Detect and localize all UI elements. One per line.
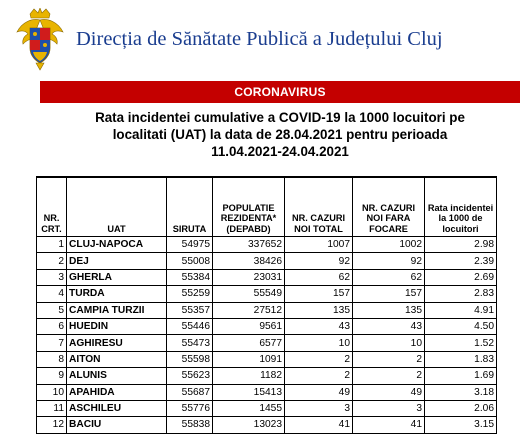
- cell-uat: CAMPIA TURZII: [67, 302, 167, 318]
- table-row: [37, 318, 497, 334]
- table-body: [37, 237, 497, 434]
- title-line: Rata incidentei cumulative a COVID-19 la 1000 locuitori pe: [95, 110, 465, 125]
- cell-siruta: 55623: [167, 368, 213, 384]
- cell-cazuri-total: 2: [285, 368, 353, 384]
- cell-rata-incidentei: 4.50: [425, 318, 497, 334]
- cell-nr-crt: 6: [37, 318, 67, 334]
- table-row: [37, 417, 497, 433]
- cell-cazuri-fara-focare: 135: [353, 302, 425, 318]
- title-line: localitati (UAT) la data de 28.04.2021 pentru perioada: [112, 127, 448, 142]
- cell-populatie: 15413: [213, 384, 285, 400]
- document-title: [40, 109, 520, 160]
- cell-rata-incidentei: 2.83: [425, 286, 497, 302]
- cell-siruta: 55598: [167, 351, 213, 367]
- cell-cazuri-fara-focare: 1002: [353, 237, 425, 253]
- cell-siruta: 55384: [167, 269, 213, 285]
- cell-populatie: 38426: [213, 253, 285, 269]
- column-header-populatie: POPULATIE REZIDENTA* (DEPABD): [213, 177, 285, 237]
- column-header-nr-crt: NR. CRT.: [37, 177, 67, 237]
- cell-rata-incidentei: 1.52: [425, 335, 497, 351]
- cell-nr-crt: 7: [37, 335, 67, 351]
- cell-siruta: 55446: [167, 318, 213, 334]
- cell-cazuri-total: 43: [285, 318, 353, 334]
- cell-siruta: 55473: [167, 335, 213, 351]
- cell-cazuri-total: 10: [285, 335, 353, 351]
- cell-populatie: 55549: [213, 286, 285, 302]
- cell-uat: CLUJ-NAPOCA: [67, 237, 167, 253]
- cell-cazuri-total: 41: [285, 417, 353, 433]
- cell-populatie: 23031: [213, 269, 285, 285]
- column-header-rata-incidentei: Rata incidentei la 1000 de locuitori: [425, 177, 497, 237]
- cell-rata-incidentei: 2.06: [425, 400, 497, 416]
- cell-cazuri-fara-focare: 41: [353, 417, 425, 433]
- cell-rata-incidentei: 3.15: [425, 417, 497, 433]
- cell-populatie: 1455: [213, 400, 285, 416]
- cell-uat: TURDA: [67, 286, 167, 302]
- cell-cazuri-total: 49: [285, 384, 353, 400]
- organization-title: Direcția de Sănătate Publică a Județului Cluj: [76, 28, 443, 50]
- cell-nr-crt: 10: [37, 384, 67, 400]
- cell-cazuri-fara-focare: 2: [353, 351, 425, 367]
- cell-nr-crt: 8: [37, 351, 67, 367]
- cell-siruta: 55687: [167, 384, 213, 400]
- coronavirus-banner: CORONAVIRUS: [40, 81, 520, 103]
- table-row: [37, 302, 497, 318]
- incidence-table-container: [36, 176, 498, 434]
- cell-uat: ALUNIS: [67, 368, 167, 384]
- table-row: [37, 237, 497, 253]
- cell-cazuri-fara-focare: 49: [353, 384, 425, 400]
- cell-nr-crt: 5: [37, 302, 67, 318]
- cell-nr-crt: 12: [37, 417, 67, 433]
- cell-populatie: 9561: [213, 318, 285, 334]
- cell-siruta: 55008: [167, 253, 213, 269]
- cell-populatie: 337652: [213, 237, 285, 253]
- cell-uat: HUEDIN: [67, 318, 167, 334]
- cell-cazuri-fara-focare: 62: [353, 269, 425, 285]
- cell-populatie: 27512: [213, 302, 285, 318]
- table-row: [37, 351, 497, 367]
- table-row: [37, 335, 497, 351]
- column-header-cazuri-total: NR. CAZURI NOI TOTAL: [285, 177, 353, 237]
- cell-cazuri-fara-focare: 3: [353, 400, 425, 416]
- cell-siruta: 55776: [167, 400, 213, 416]
- cell-uat: APAHIDA: [67, 384, 167, 400]
- cell-nr-crt: 3: [37, 269, 67, 285]
- column-header-cazuri-fara-focare: NR. CAZURI NOI FARA FOCARE: [353, 177, 425, 237]
- table-row: [37, 368, 497, 384]
- cell-nr-crt: 1: [37, 237, 67, 253]
- table-row: [37, 269, 497, 285]
- cell-populatie: 1091: [213, 351, 285, 367]
- cell-nr-crt: 9: [37, 368, 67, 384]
- cell-rata-incidentei: 2.69: [425, 269, 497, 285]
- cell-siruta: 55838: [167, 417, 213, 433]
- cell-rata-incidentei: 1.83: [425, 351, 497, 367]
- incidence-table: [36, 176, 497, 434]
- cell-uat: DEJ: [67, 253, 167, 269]
- cell-populatie: 1182: [213, 368, 285, 384]
- cell-cazuri-fara-focare: 92: [353, 253, 425, 269]
- cell-uat: AGHIRESU: [67, 335, 167, 351]
- cell-siruta: 55259: [167, 286, 213, 302]
- cell-cazuri-total: 3: [285, 400, 353, 416]
- table-row: [37, 400, 497, 416]
- cell-cazuri-fara-focare: 43: [353, 318, 425, 334]
- cell-siruta: 55357: [167, 302, 213, 318]
- table-row: [37, 286, 497, 302]
- table-row: [37, 253, 497, 269]
- cell-nr-crt: 2: [37, 253, 67, 269]
- cell-cazuri-fara-focare: 2: [353, 368, 425, 384]
- page-header: [0, 0, 520, 80]
- cell-uat: ASCHILEU: [67, 400, 167, 416]
- column-header-siruta: SIRUTA: [167, 177, 213, 237]
- cell-siruta: 54975: [167, 237, 213, 253]
- cell-cazuri-total: 157: [285, 286, 353, 302]
- cell-uat: AITON: [67, 351, 167, 367]
- table-row: [37, 384, 497, 400]
- table-header-row: [37, 177, 497, 237]
- cell-cazuri-total: 1007: [285, 237, 353, 253]
- cell-populatie: 6577: [213, 335, 285, 351]
- title-line: 11.04.2021-24.04.2021: [211, 144, 349, 159]
- cell-nr-crt: 11: [37, 400, 67, 416]
- cell-uat: BACIU: [67, 417, 167, 433]
- cell-rata-incidentei: 2.98: [425, 237, 497, 253]
- cell-nr-crt: 4: [37, 286, 67, 302]
- cell-populatie: 13023: [213, 417, 285, 433]
- cell-rata-incidentei: 3.18: [425, 384, 497, 400]
- cell-rata-incidentei: 4.91: [425, 302, 497, 318]
- column-header-uat: UAT: [67, 177, 167, 237]
- cell-cazuri-total: 62: [285, 269, 353, 285]
- cell-cazuri-total: 92: [285, 253, 353, 269]
- cell-cazuri-total: 2: [285, 351, 353, 367]
- cell-cazuri-fara-focare: 10: [353, 335, 425, 351]
- cell-uat: GHERLA: [67, 269, 167, 285]
- cell-rata-incidentei: 2.39: [425, 253, 497, 269]
- cell-cazuri-total: 135: [285, 302, 353, 318]
- cell-rata-incidentei: 1.69: [425, 368, 497, 384]
- coat-of-arms-icon: [14, 8, 66, 72]
- cell-cazuri-fara-focare: 157: [353, 286, 425, 302]
